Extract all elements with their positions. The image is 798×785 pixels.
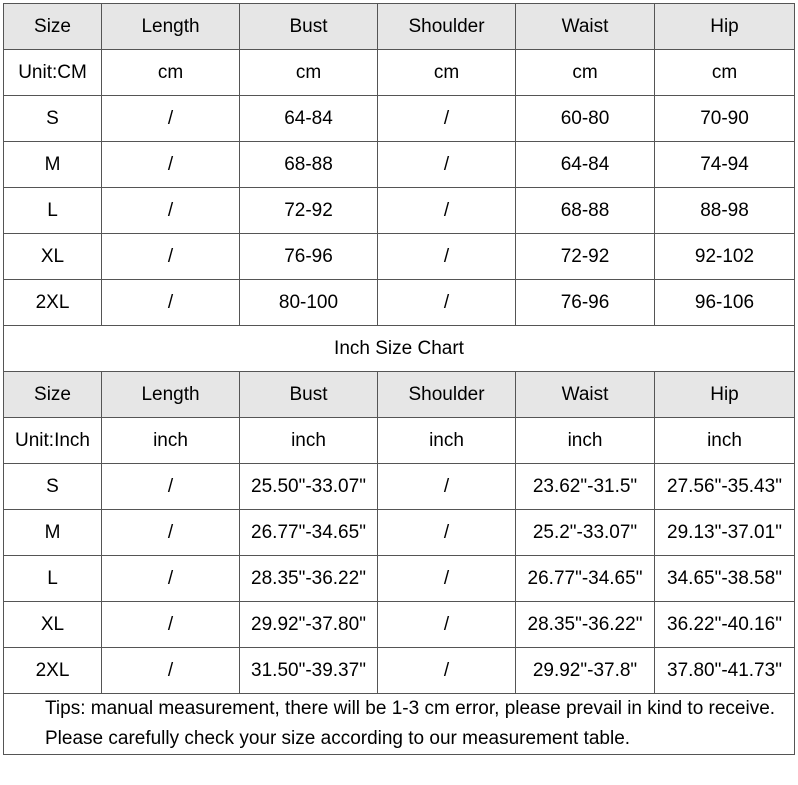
table-row-cell: 72-92 xyxy=(240,188,378,234)
header-row xyxy=(4,4,795,50)
table-row-cell: 64-84 xyxy=(240,96,378,142)
table-row-cell: 2XL xyxy=(4,280,102,326)
table-row xyxy=(4,510,795,556)
table-row-cell: 76-96 xyxy=(516,280,655,326)
table-row xyxy=(4,96,795,142)
table-row-cell: 60-80 xyxy=(516,96,655,142)
header-row-cell: Hip xyxy=(655,4,795,50)
unit-row-cell: cm xyxy=(102,50,240,96)
table-row-cell: 92-102 xyxy=(655,234,795,280)
unit-row-cell: Unit:CM xyxy=(4,50,102,96)
table-row-cell: 74-94 xyxy=(655,142,795,188)
table-row-cell: / xyxy=(102,510,240,556)
table-row-cell: / xyxy=(102,188,240,234)
table-row-cell: 29.92"-37.80" xyxy=(240,602,378,648)
header-row-cell: Hip xyxy=(655,372,795,418)
table-row-cell: 31.50"-39.37" xyxy=(240,648,378,694)
table-row-cell: XL xyxy=(4,602,102,648)
tips-line-1: Tips: manual measurement, there will be 1-3 cm error, please prevail in kind to receive. xyxy=(45,698,776,719)
table-row-cell: 29.13"-37.01" xyxy=(655,510,795,556)
table-row-cell: / xyxy=(378,234,516,280)
header-row-cell: Shoulder xyxy=(378,372,516,418)
table-row-cell: 26.77"-34.65" xyxy=(240,510,378,556)
table-row xyxy=(4,234,795,280)
table-row-cell: / xyxy=(102,142,240,188)
table-row-cell: / xyxy=(378,556,516,602)
table-row-cell: / xyxy=(102,556,240,602)
header-row xyxy=(4,372,795,418)
table-row-cell: XL xyxy=(4,234,102,280)
table-row-cell: 68-88 xyxy=(516,188,655,234)
header-row-cell: Bust xyxy=(240,372,378,418)
tips-cell xyxy=(4,694,795,755)
table-row xyxy=(4,464,795,510)
size-chart-table xyxy=(3,3,795,755)
table-row-cell: 28.35"-36.22" xyxy=(516,602,655,648)
table-row-cell: 96-106 xyxy=(655,280,795,326)
table-row-cell: L xyxy=(4,556,102,602)
table-row-cell: 36.22"-40.16" xyxy=(655,602,795,648)
unit-row-cell: cm xyxy=(378,50,516,96)
table-row-cell: 26.77"-34.65" xyxy=(516,556,655,602)
table-row xyxy=(4,648,795,694)
table-row-cell: 76-96 xyxy=(240,234,378,280)
table-row-cell: M xyxy=(4,142,102,188)
unit-row xyxy=(4,50,795,96)
table-row-cell: / xyxy=(378,96,516,142)
table-row-cell: 72-92 xyxy=(516,234,655,280)
table-row-cell: 29.92"-37.8" xyxy=(516,648,655,694)
inch-section xyxy=(4,326,795,372)
table-row-cell: / xyxy=(378,280,516,326)
table-row-cell: 37.80"-41.73" xyxy=(655,648,795,694)
unit-row-cell: Unit:Inch xyxy=(4,418,102,464)
table-row-cell: M xyxy=(4,510,102,556)
unit-row-cell: cm xyxy=(516,50,655,96)
table-row-cell: 64-84 xyxy=(516,142,655,188)
unit-row-cell: cm xyxy=(655,50,795,96)
table-row-cell: 70-90 xyxy=(655,96,795,142)
header-row-cell: Bust xyxy=(240,4,378,50)
table-row-cell: L xyxy=(4,188,102,234)
table-row-cell: / xyxy=(102,96,240,142)
table-row-cell: 88-98 xyxy=(655,188,795,234)
header-row-cell: Shoulder xyxy=(378,4,516,50)
table-row-cell: 28.35"-36.22" xyxy=(240,556,378,602)
header-row-cell: Size xyxy=(4,4,102,50)
table-row-cell: / xyxy=(102,464,240,510)
size-chart xyxy=(3,3,795,755)
header-row-cell: Length xyxy=(102,4,240,50)
table-row-cell: 27.56"-35.43" xyxy=(655,464,795,510)
table-row-cell: S xyxy=(4,96,102,142)
table-row-cell: 23.62"-31.5" xyxy=(516,464,655,510)
unit-row-cell: inch xyxy=(240,418,378,464)
table-row xyxy=(4,556,795,602)
table-row-cell: / xyxy=(102,648,240,694)
header-row-cell: Size xyxy=(4,372,102,418)
table-row-cell: / xyxy=(378,602,516,648)
unit-row-cell: inch xyxy=(655,418,795,464)
table-row xyxy=(4,188,795,234)
inch-section-title: Inch Size Chart xyxy=(4,326,795,372)
unit-row xyxy=(4,418,795,464)
unit-row-cell: inch xyxy=(102,418,240,464)
table-row-cell: / xyxy=(378,510,516,556)
table-row-cell: / xyxy=(378,464,516,510)
table-row-cell: / xyxy=(378,188,516,234)
table-row-cell: S xyxy=(4,464,102,510)
unit-row-cell: cm xyxy=(240,50,378,96)
table-row-cell: 80-100 xyxy=(240,280,378,326)
header-row-cell: Length xyxy=(102,372,240,418)
unit-row-cell: inch xyxy=(378,418,516,464)
table-row-cell: 34.65"-38.58" xyxy=(655,556,795,602)
table-row-cell: / xyxy=(378,142,516,188)
table-row xyxy=(4,142,795,188)
table-row-cell: 25.2"-33.07" xyxy=(516,510,655,556)
header-row-cell: Waist xyxy=(516,4,655,50)
table-row-cell: 2XL xyxy=(4,648,102,694)
table-row xyxy=(4,602,795,648)
table-row-cell: / xyxy=(102,602,240,648)
unit-row-cell: inch xyxy=(516,418,655,464)
header-row-cell: Waist xyxy=(516,372,655,418)
cm-table-body xyxy=(4,4,795,326)
table-row-cell: / xyxy=(378,648,516,694)
table-row-cell: / xyxy=(102,280,240,326)
table-row-cell: 25.50"-33.07" xyxy=(240,464,378,510)
table-row-cell: 68-88 xyxy=(240,142,378,188)
inch-table-body xyxy=(4,372,795,694)
table-row xyxy=(4,280,795,326)
tips-line-2: Please carefully check your size according to our measurement table. xyxy=(45,728,631,749)
table-row-cell: / xyxy=(102,234,240,280)
tips-section xyxy=(4,694,795,755)
